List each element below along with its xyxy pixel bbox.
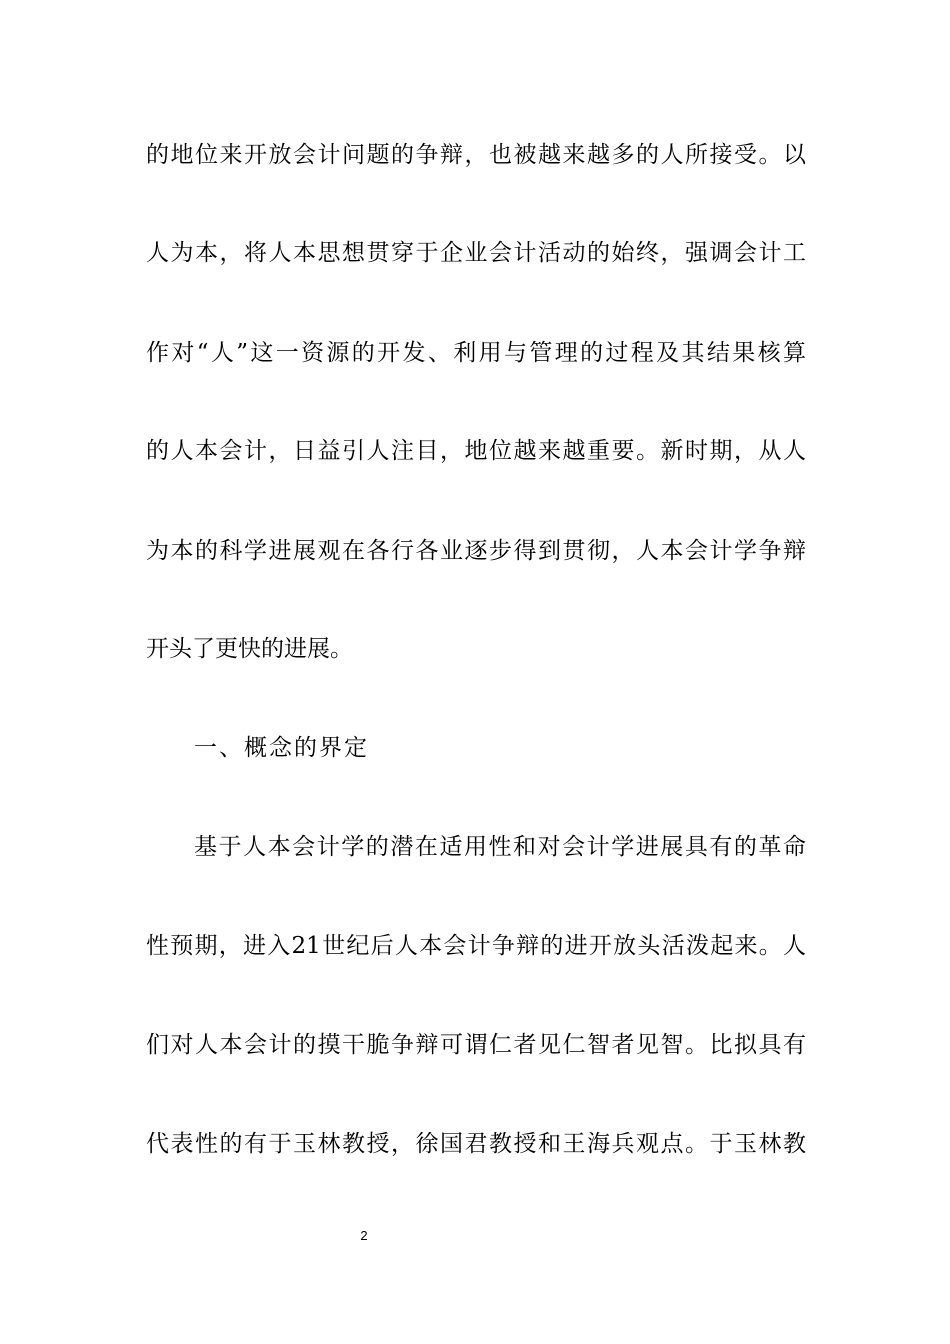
paragraph-line-1: 的地位来开放会计问题的争辩，也被越来越多的人所接受。以 [146,142,806,168]
paragraph2-line-2: 性预期，进入21世纪后人本会计争辩的进开放头活泼起来。人 [146,933,806,959]
section-heading: 一、概念的界定 [194,735,369,761]
paragraph-line-3: 作对“人”这一资源的开发、利用与管理的过程及其结果核算 [146,340,806,366]
page-number: 2 [360,1228,368,1243]
paragraph-line-2: 人为本，将人本思想贯穿于企业会计活动的始终，强调会计工 [146,240,806,266]
paragraph-line-6: 开头了更快的进展。 [146,636,353,662]
paragraph2-line-4: 代表性的有于玉林教授，徐国君教授和王海兵观点。于玉林教 [146,1131,806,1157]
paragraph-line-5: 为本的科学进展观在各行各业逐步得到贯彻，人本会计学争辩 [146,538,806,564]
paragraph-line-4: 的人本会计，日益引人注目，地位越来越重要。新时期，从人 [146,438,806,464]
paragraph2-line-3: 们对人本会计的摸干脆争辩可谓仁者见仁智者见智。比拟具有 [146,1032,806,1058]
paragraph2-first-line: 基于人本会计学的潜在适用性和对会计学进展具有的革命 [194,834,806,860]
